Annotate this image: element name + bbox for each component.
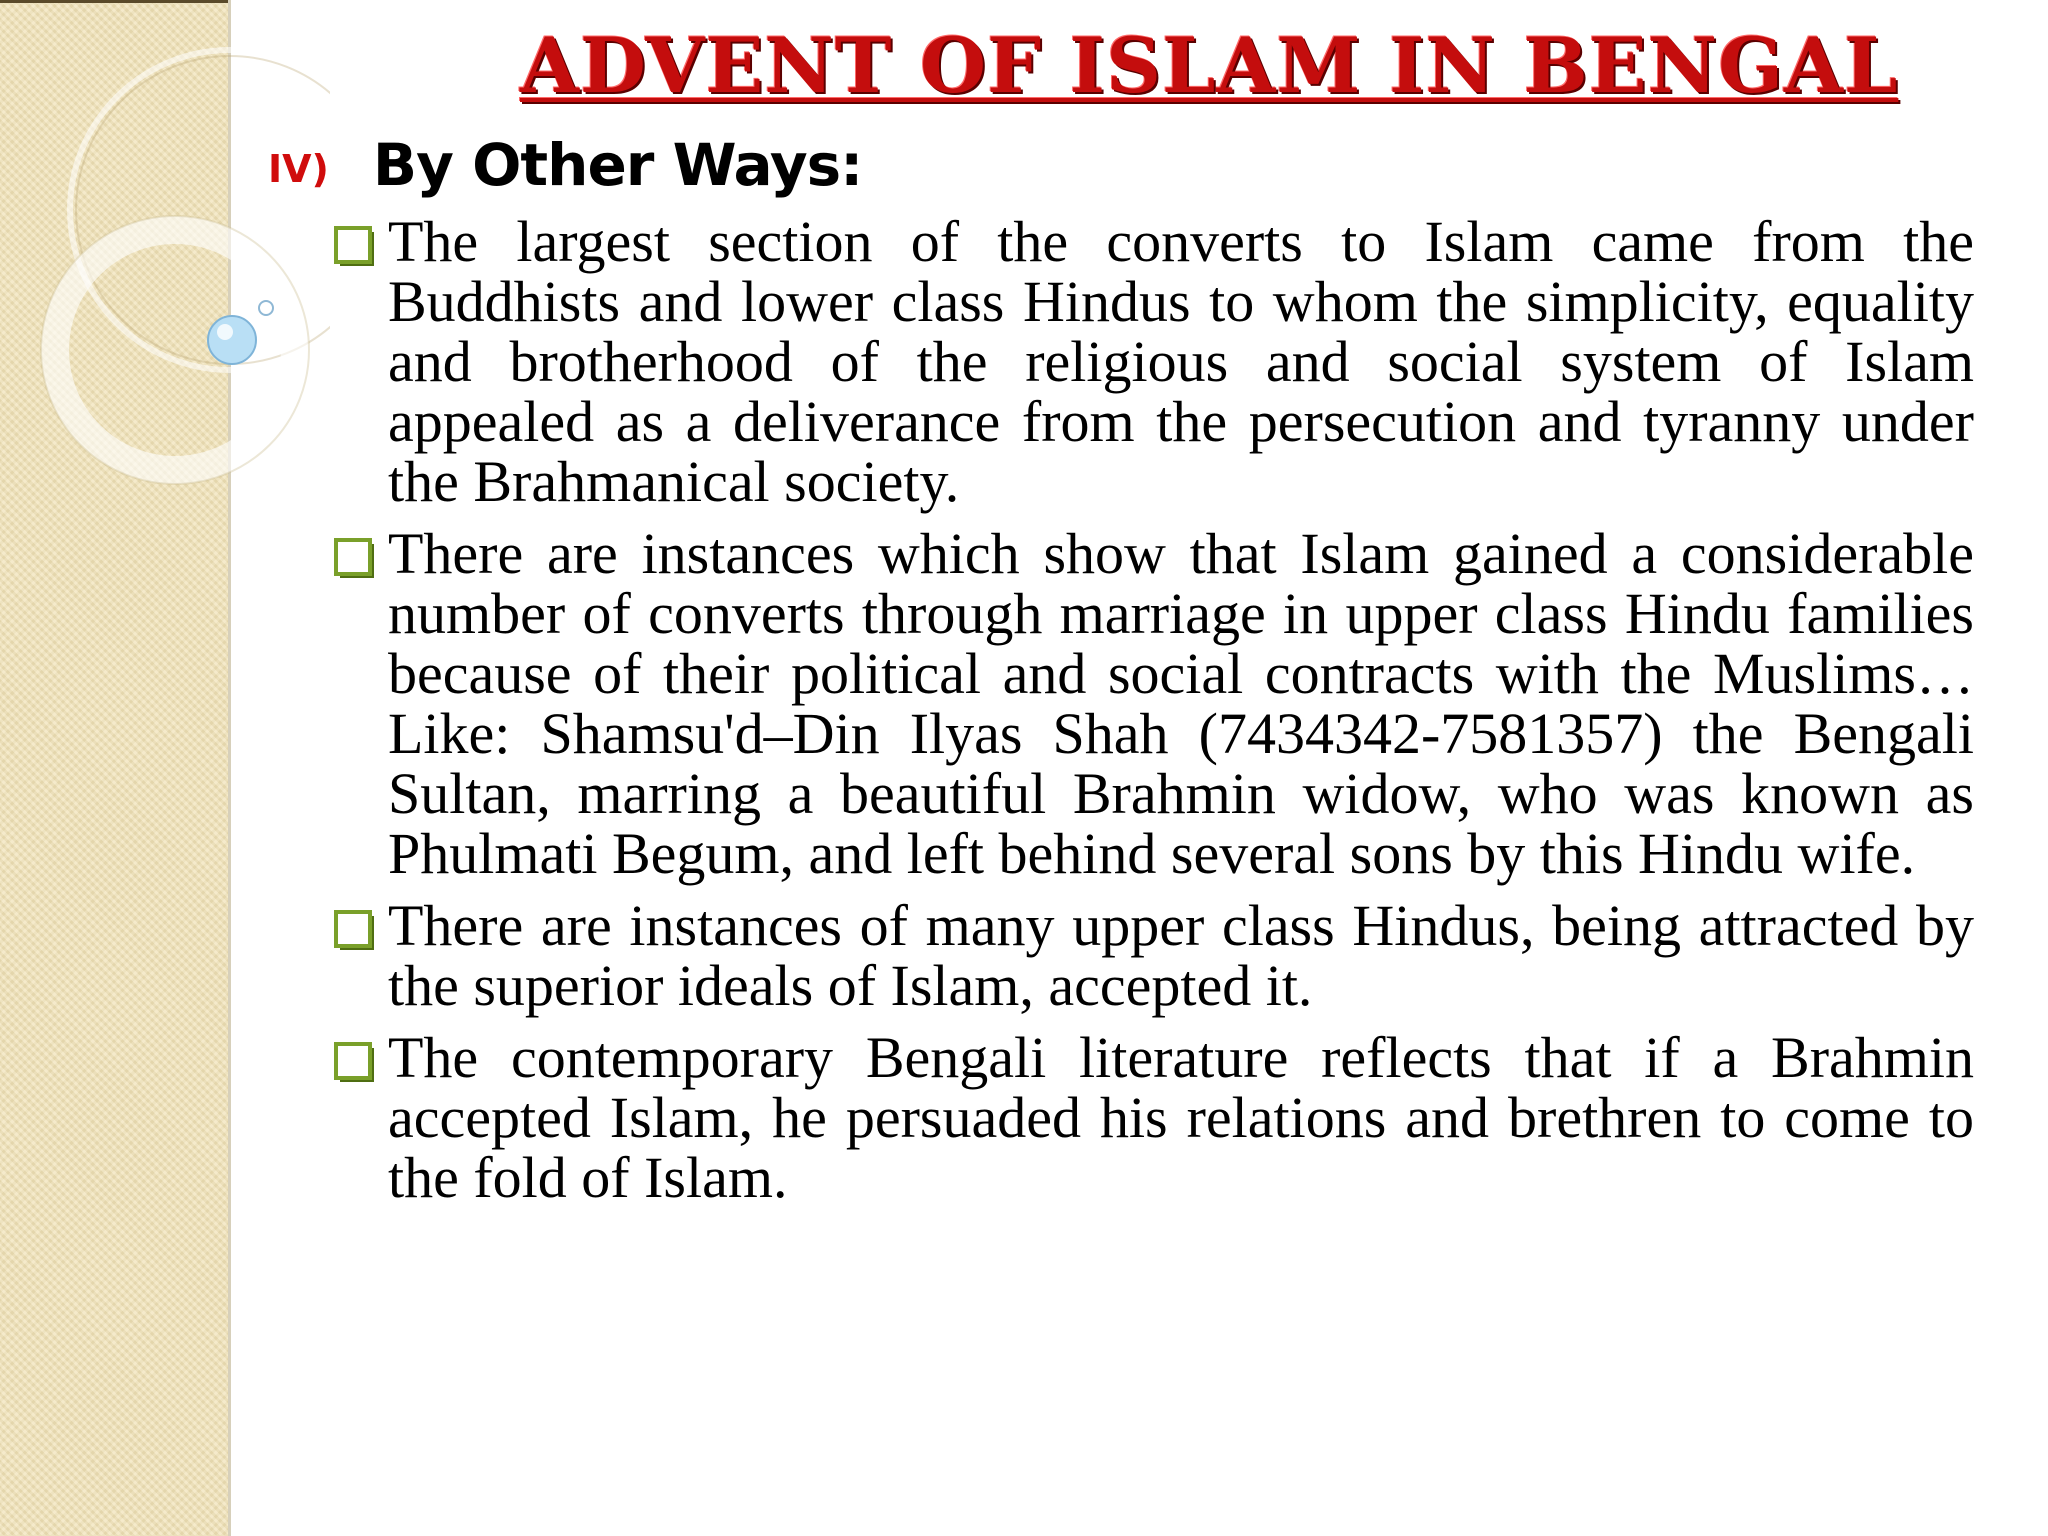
section-heading-row: [268, 130, 862, 200]
section-number: IV): [268, 147, 329, 191]
checkbox-bullet-icon: [334, 226, 378, 270]
bullet-item: [334, 521, 1974, 886]
small-bubble-icon: [259, 301, 273, 315]
bullet-item: [334, 209, 1974, 514]
checkbox-bullet-icon: [334, 910, 378, 954]
bullet-text: The contemporary Bengali literature reflects that if a Brahmin accepted Islam, he persuaded his relations and brethren to come to the fold of Islam.: [388, 1025, 1974, 1210]
bullet-list: [334, 209, 1974, 1220]
bubble-icon: [208, 316, 256, 364]
bullet-item: [334, 893, 1974, 1018]
bullet-text: The largest section of the converts to Islam came from the Buddhists and lower class Hindus to whom the simplicity, equality and brotherhood of the religious and social system of Islam appealed as a deliverance from the persecution and tyranny under the Brahmanical society.: [388, 209, 1974, 514]
bullet-text: There are instances of many upper class Hindus, being attracted by the superior ideals of Islam, accepted it.: [388, 893, 1974, 1018]
bullet-item: [334, 1025, 1974, 1210]
section-heading: By Other Ways:: [372, 131, 863, 199]
ring-decoration-icon: [0, 0, 330, 560]
slide-title: ADVENT OF ISLAM IN BENGAL: [520, 21, 1899, 110]
checkbox-bullet-icon: [334, 538, 378, 582]
bullet-text: There are instances which show that Islam gained a considerable number of converts through marriage in upper class Hindu families because of their political and social contracts with the Muslims…Like: Shamsu'd–Din Ilyas Shah (7434342-7581357) the Bengali Sultan, marring a beautiful Brahmin widow, who was known as Phulmati Begum, and left behind several sons by this Hindu wife.: [388, 521, 1974, 886]
checkbox-bullet-icon: [334, 1042, 378, 1086]
